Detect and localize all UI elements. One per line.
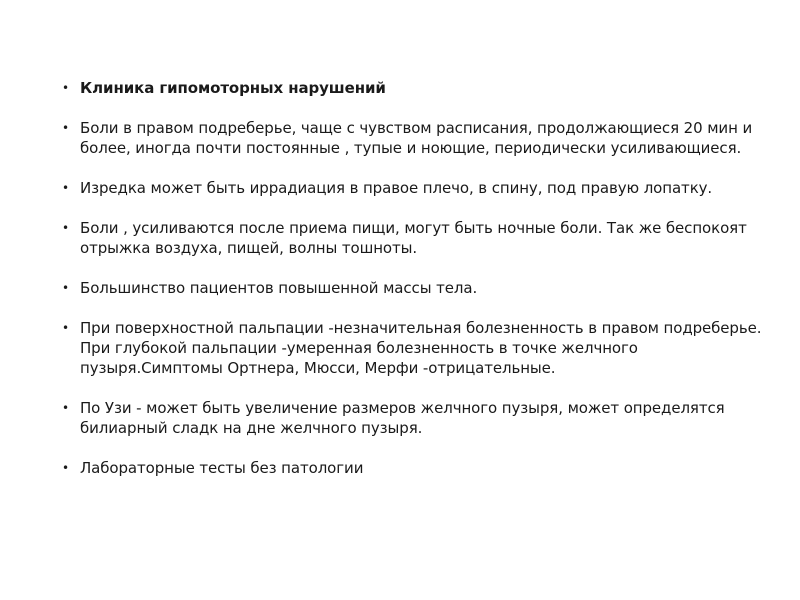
bullet-item xyxy=(62,278,762,298)
bullet-dot: • xyxy=(62,121,69,135)
bullet-item xyxy=(62,458,762,478)
bullet-text: Клиника гипомоторных нарушений xyxy=(80,79,386,97)
bullet-text: Большинство пациентов повышенной массы тела. xyxy=(80,279,478,297)
bullet-item xyxy=(62,178,762,198)
bullet-dot: • xyxy=(62,221,69,235)
bullet-item xyxy=(62,118,762,158)
bullet-dot: • xyxy=(62,401,69,415)
bullet-text: Изредка может быть иррадиация в правое плечо, в спину, под правую лопатку. xyxy=(80,179,713,197)
bullet-dot: • xyxy=(62,281,69,295)
bullet-text: При поверхностной пальпации -незначительная болезненность в правом подреберье. При глубокой пальпации -умеренная болезненность в точке желчного пузыря.Симптомы Ортнера, Мюсси, Мерфи -отрицательные. xyxy=(80,319,762,377)
bullet-dot: • xyxy=(62,181,69,195)
bullet-text: Боли в правом подреберье, чаще с чувством расписания, продолжающиеся 20 мин и более, иногда почти постоянные , тупые и ноющие, периодически усиливающиеся. xyxy=(80,119,753,157)
bullet-text: Лабораторные тесты без патологии xyxy=(80,459,364,477)
bullet-list xyxy=(62,78,762,478)
bullet-item xyxy=(62,218,762,258)
bullet-dot: • xyxy=(62,461,69,475)
bullet-dot: • xyxy=(62,321,69,335)
bullet-item xyxy=(62,318,762,378)
bullet-text: По Узи - может быть увеличение размеров желчного пузыря, может определятся билиарный сладк на дне желчного пузыря. xyxy=(80,399,725,437)
bullet-text: Боли , усиливаются после приема пищи, могут быть ночные боли. Так же беспокоят отрыжка воздуха, пищей, волны тошноты. xyxy=(80,219,747,257)
bullet-dot: • xyxy=(62,81,69,95)
bullet-item xyxy=(62,398,762,438)
bullet-heading xyxy=(62,78,762,98)
